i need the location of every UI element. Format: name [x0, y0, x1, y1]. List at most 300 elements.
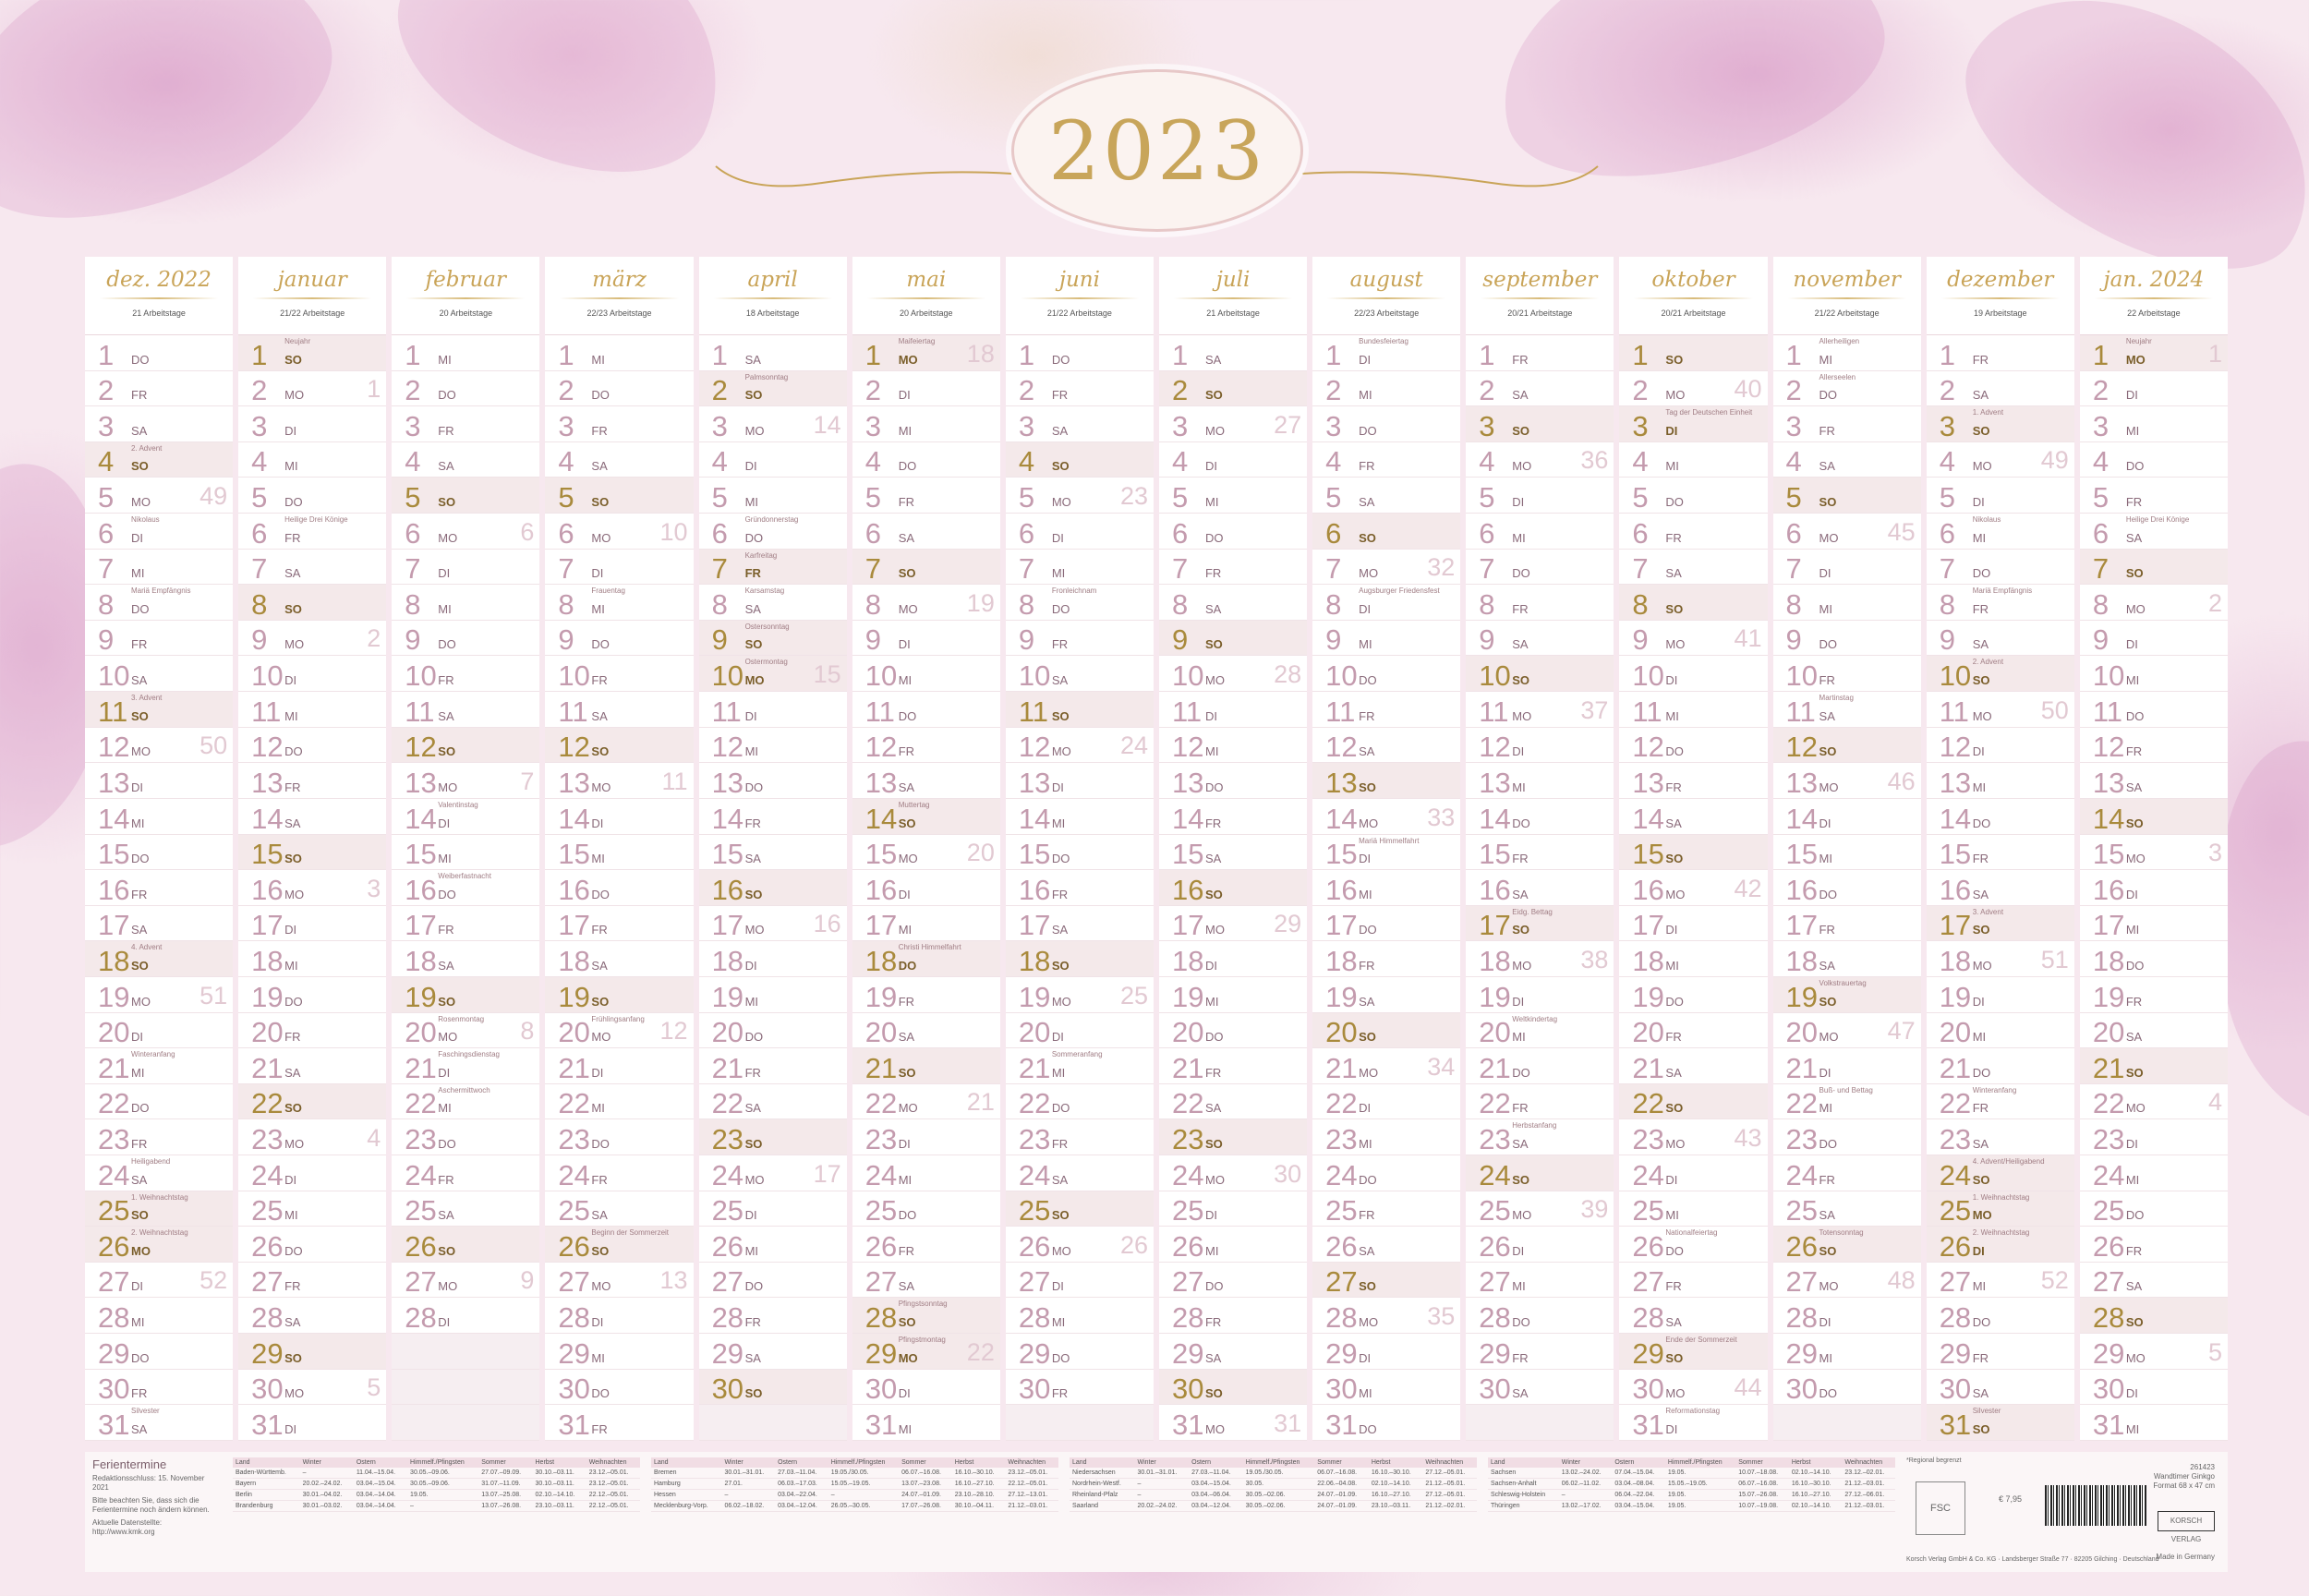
month-name: august [1349, 268, 1423, 292]
weekday: DO [438, 887, 456, 901]
weekday: MO [1512, 708, 1532, 723]
weekday: SA [1665, 1315, 1682, 1330]
weekday: FR [1204, 566, 1222, 581]
day-number: 27 [1325, 1265, 1358, 1299]
table-header: Winter [300, 1457, 354, 1468]
day-number: 19 [405, 980, 437, 1013]
day-row [1927, 1084, 2074, 1120]
holiday-label: Karsamstag [744, 586, 785, 596]
day-number: 14 [405, 802, 437, 835]
day-number: 5 [1018, 481, 1035, 514]
day-row [1312, 550, 1460, 586]
day-row [852, 1298, 1000, 1334]
day-number: 3 [405, 409, 421, 442]
table-header: Land [1488, 1457, 1559, 1468]
vacation-note: Bitte beachten Sie, dass sich die Ferientermine noch ändern können. [92, 1496, 210, 1514]
weekday: FR [131, 1137, 148, 1152]
table-header-row [651, 1457, 1058, 1468]
weekday: SO [131, 958, 149, 973]
table-cell: – [828, 1490, 899, 1501]
weekday: DI [438, 566, 451, 581]
weekday: MI [1972, 1279, 1987, 1294]
week-number: 48 [1887, 1266, 1916, 1295]
day-number: 20 [405, 1016, 437, 1049]
day-row [2080, 656, 2228, 692]
day-row [852, 656, 1000, 692]
weekday: SA [1972, 1137, 1989, 1152]
table-cell: 23.12.–05.01. [586, 1479, 640, 1490]
day-row [699, 621, 847, 657]
table-cell: 27.01. [721, 1479, 775, 1490]
week-number: 25 [1119, 981, 1148, 1010]
day-number: 15 [864, 838, 898, 871]
fsc-logo: FSC [1916, 1481, 1965, 1535]
day-row [1773, 1155, 1921, 1191]
holiday-label: 1. Advent [1972, 408, 2004, 417]
day-row [1773, 941, 1921, 977]
day-number: 30 [1939, 1372, 1972, 1406]
day-number: 29 [98, 1336, 130, 1370]
weekday: MO [2125, 1350, 2146, 1365]
weekday: MO [131, 994, 151, 1009]
weekday: MI [1819, 601, 1832, 616]
day-row [392, 1191, 539, 1227]
table-cell: 06.07.–16.08. [1735, 1479, 1789, 1490]
day-number: 29 [864, 1336, 898, 1370]
weekday: SO [1359, 530, 1376, 545]
day-row [1006, 1370, 1154, 1406]
table-row [1488, 1479, 1895, 1490]
day-number: 2 [1171, 374, 1189, 407]
day-number: 21 [2092, 1051, 2125, 1084]
day-number: 12 [1632, 731, 1664, 764]
weekday: FR [2125, 495, 2143, 510]
day-row [545, 406, 693, 442]
table-cell: 27.03.–11.04. [1189, 1468, 1243, 1479]
table-row [651, 1479, 1058, 1490]
day-row [1927, 478, 2074, 514]
weekday: SA [2125, 780, 2143, 794]
day-row [2080, 1227, 2228, 1263]
week-number: 21 [966, 1088, 995, 1117]
week-number: 5 [367, 1373, 381, 1402]
weekday: MO [438, 530, 458, 545]
day-number: 20 [1939, 1016, 1972, 1049]
day-row [238, 585, 386, 621]
table-header: Ostern [775, 1457, 828, 1468]
table-row [1488, 1490, 1895, 1501]
day-row [852, 1084, 1000, 1120]
table-cell: 13.07.–26.08. [478, 1501, 532, 1512]
day-row [238, 1155, 386, 1191]
weekday: MO [1051, 495, 1071, 510]
month-name: oktober [1651, 268, 1735, 292]
day-number: 5 [711, 481, 728, 514]
weekday: SA [438, 1208, 454, 1223]
month-column [1006, 257, 1154, 1441]
weekday: MO [131, 1243, 151, 1258]
day-number: 27 [711, 1265, 744, 1299]
day-number: 2 [1785, 374, 1802, 407]
weekday: SA [744, 352, 761, 367]
day-list [85, 335, 233, 1441]
day-row [852, 442, 1000, 478]
day-number: 28 [98, 1301, 130, 1335]
weekday: SA [744, 1101, 761, 1116]
day-number: 26 [2092, 1229, 2125, 1263]
day-row [85, 478, 233, 514]
weekday: MO [1359, 566, 1379, 581]
weekday: MI [1665, 1208, 1679, 1223]
day-number: 28 [405, 1301, 437, 1335]
weekday: SA [898, 530, 915, 545]
table-cell: 03.04.–12.04. [1189, 1501, 1243, 1512]
week-number: 2 [2207, 588, 2222, 617]
day-row [699, 870, 847, 906]
day-row [1159, 1334, 1307, 1370]
month-header [392, 257, 539, 335]
day-number: 6 [1325, 516, 1342, 550]
table-cell: Rheinland-Pfalz [1070, 1490, 1135, 1501]
day-row [545, 550, 693, 586]
day-row [2080, 371, 2228, 407]
day-number: 7 [864, 552, 881, 586]
day-number: 20 [1325, 1016, 1358, 1049]
day-number: 13 [1939, 766, 1972, 799]
day-row [1006, 1155, 1154, 1191]
weekday: SO [284, 1350, 302, 1365]
day-number: 22 [2092, 1087, 2125, 1120]
weekday: MO [1204, 1172, 1225, 1187]
day-row [1773, 1227, 1921, 1263]
weekday: MI [1051, 1315, 1066, 1330]
day-number: 26 [251, 1229, 284, 1263]
day-number: 1 [1939, 338, 1955, 371]
day-number: 11 [1325, 695, 1356, 728]
holiday-label: Muttertag [898, 800, 930, 809]
day-number: 10 [2092, 659, 2125, 693]
day-row [1159, 442, 1307, 478]
weekday: SA [744, 601, 761, 616]
product-format: Format 68 x 47 cm [2153, 1481, 2215, 1490]
day-row [1927, 1370, 2074, 1406]
table-cell: 02.10.–14.10. [533, 1490, 586, 1501]
day-row [1773, 442, 1921, 478]
day-number: 16 [1939, 873, 1972, 906]
weekday: DI [1359, 1101, 1372, 1116]
day-number: 2 [558, 374, 574, 407]
day-number: 2 [1018, 374, 1035, 407]
day-number: 23 [1632, 1123, 1664, 1156]
month-name: november [1793, 268, 1901, 292]
holiday-label: Mariä Himmelfahrt [1359, 836, 1420, 845]
day-number: 28 [1325, 1301, 1358, 1335]
day-number: 8 [405, 587, 421, 621]
day-number: 24 [1939, 1158, 1972, 1191]
table-cell: Thüringen [1488, 1501, 1559, 1512]
day-list [1006, 335, 1154, 1441]
day-number: 12 [98, 731, 130, 764]
weekday: SO [744, 1137, 763, 1152]
weekday: MI [1051, 566, 1066, 581]
weekday: MI [1359, 637, 1372, 652]
day-row [1159, 870, 1307, 906]
day-row [1006, 870, 1154, 906]
day-number: 27 [558, 1265, 590, 1299]
day-row [2080, 442, 2228, 478]
day-number: 27 [864, 1265, 898, 1299]
weekday: FR [1051, 637, 1069, 652]
day-number: 7 [558, 552, 574, 586]
day-number: 9 [1018, 623, 1035, 657]
weekday: MI [1819, 1350, 1832, 1365]
month-header [852, 257, 1000, 335]
day-row [1927, 1405, 2074, 1441]
day-row [2080, 1191, 2228, 1227]
day-row [2080, 478, 2228, 514]
weekday: FR [1972, 1101, 1989, 1116]
day-number: 19 [2092, 980, 2125, 1013]
day-number: 27 [1171, 1265, 1204, 1299]
weekday: SA [1972, 887, 1989, 901]
month-column [1159, 257, 1307, 1441]
publisher-address: Korsch Verlag GmbH & Co. KG · Landsberger Straße 77 · 82205 Gilching · Deutschland [1906, 1556, 2159, 1563]
month-column [699, 257, 847, 1441]
day-number: 20 [864, 1016, 898, 1049]
day-row [1006, 335, 1154, 371]
day-number: 28 [251, 1301, 284, 1335]
day-row [2080, 1370, 2228, 1406]
table-header: Herbst [1369, 1457, 1423, 1468]
workdays: 20 Arbeitstage [439, 308, 493, 318]
day-row [1312, 906, 1460, 942]
day-row [545, 1155, 693, 1191]
day-row [699, 406, 847, 442]
weekday: MO [591, 530, 611, 545]
day-number: 14 [1632, 802, 1664, 835]
day-number: 9 [1479, 623, 1495, 657]
weekday: SO [438, 744, 456, 759]
day-row [2080, 335, 2228, 371]
day-number: 18 [711, 944, 744, 977]
holiday-label: Faschingsdienstag [438, 1050, 500, 1059]
day-number: 20 [558, 1016, 590, 1049]
table-cell: 03.04.–14.04. [354, 1490, 407, 1501]
table-cell: 27.12.–13.01. [1005, 1490, 1058, 1501]
day-row [1006, 977, 1154, 1013]
day-number: 25 [1939, 1194, 1972, 1227]
table-header: Land [233, 1457, 300, 1468]
weekday: DI [1204, 708, 1217, 723]
day-row [1619, 870, 1767, 906]
table-cell: 16.10.–30.10. [1369, 1468, 1423, 1479]
day-number: 15 [1171, 838, 1204, 871]
day-number: 3 [1171, 409, 1189, 442]
weekday: SA [1819, 459, 1835, 474]
table-cell: Nordrhein-Westf. [1070, 1479, 1135, 1490]
day-number: 28 [558, 1301, 590, 1335]
weekday: MO [1819, 780, 1839, 794]
weekday: MO [284, 1386, 305, 1401]
weekday: SA [591, 708, 608, 723]
day-row [1159, 1119, 1307, 1155]
weekday: MI [2125, 1421, 2140, 1436]
day-number: 11 [558, 695, 588, 728]
day-number: 18 [1785, 944, 1819, 977]
day-number: 24 [98, 1158, 130, 1191]
day-number: 13 [1325, 766, 1358, 799]
workdays: 20 Arbeitstage [900, 308, 953, 318]
day-row [392, 1298, 539, 1334]
weekday: SA [2125, 1279, 2143, 1294]
table-cell: 27.03.–11.04. [775, 1468, 828, 1479]
day-number: 26 [1632, 1229, 1664, 1263]
day-number: 15 [251, 838, 284, 871]
day-row [238, 514, 386, 550]
day-number: 3 [1325, 409, 1342, 442]
day-number: 26 [558, 1229, 590, 1263]
weekday: SO [1665, 1350, 1684, 1365]
day-row [1773, 906, 1921, 942]
day-list [1927, 335, 2074, 1441]
day-row [1159, 1013, 1307, 1049]
day-number: 13 [558, 766, 590, 799]
month-column [1619, 257, 1767, 1441]
day-number: 22 [98, 1087, 130, 1120]
week-number: 19 [966, 588, 995, 617]
weekday: DO [1512, 816, 1530, 830]
holiday-label: 2. Advent [1972, 658, 2004, 667]
day-row [238, 550, 386, 586]
day-number: 15 [1785, 838, 1819, 871]
table-row [1488, 1501, 1895, 1512]
weekday: SO [1359, 1030, 1376, 1045]
table-cell: 11.04.–15.04. [354, 1468, 407, 1479]
holiday-label: Rosenmontag [438, 1014, 485, 1023]
weekday: SA [1512, 1137, 1529, 1152]
weekday: MI [898, 423, 913, 438]
day-number: 6 [711, 516, 728, 550]
holiday-label: Beginn der Sommerzeit [591, 1228, 670, 1238]
weekday: SO [1665, 601, 1684, 616]
weekday: MO [591, 1279, 611, 1294]
day-number: 4 [2092, 445, 2110, 478]
day-row [1006, 728, 1154, 764]
holiday-label: Frühlingsanfang [591, 1014, 645, 1023]
weekday: SO [1819, 495, 1837, 510]
table-cell: 30.01.–03.02. [300, 1501, 354, 1512]
weekday: MI [1359, 1137, 1372, 1152]
weekday: DO [284, 1243, 303, 1258]
weekday: FR [591, 923, 608, 937]
day-row [1466, 906, 1614, 942]
day-row [1773, 514, 1921, 550]
day-number: 3 [1018, 409, 1035, 442]
weekday: MI [1512, 780, 1526, 794]
table-header: Himmelf./Pfingsten [407, 1457, 478, 1468]
table-cell: 23.12.–05.01. [586, 1468, 640, 1479]
day-number: 18 [1479, 944, 1511, 977]
day-row [1773, 835, 1921, 871]
workdays: 21/22 Arbeitstage [1814, 308, 1880, 318]
table-header: Himmelf./Pfingsten [1665, 1457, 1735, 1468]
weekday: DI [131, 530, 143, 545]
day-row [1159, 1191, 1307, 1227]
weekday: DO [1665, 744, 1684, 759]
weekday: SO [898, 816, 916, 830]
weekday: DO [898, 459, 917, 474]
day-number: 1 [98, 338, 115, 371]
week-number: 8 [520, 1017, 535, 1046]
day-row [1159, 1084, 1307, 1120]
day-row [1619, 1013, 1767, 1049]
day-number: 19 [251, 980, 284, 1013]
day-row [1927, 1334, 2074, 1370]
day-number: 21 [558, 1051, 590, 1084]
weekday: FR [1359, 958, 1375, 973]
table-cell: 20.02.–24.02. [1135, 1501, 1190, 1512]
weekday: DO [1819, 1386, 1838, 1401]
day-number: 31 [1632, 1408, 1664, 1441]
month-name: jan. 2024 [2103, 268, 2205, 292]
day-list [392, 335, 539, 1441]
weekday: SO [1819, 744, 1837, 759]
day-number: 11 [711, 695, 742, 728]
regional-note: *Regional begrenzt [1906, 1457, 1962, 1464]
day-number: 9 [405, 623, 421, 657]
weekday: SO [591, 1243, 610, 1258]
day-list [1466, 335, 1614, 1441]
weekday: FR [1819, 423, 1835, 438]
weekday: MO [898, 601, 918, 616]
table-cell: 22.06.–04.08. [1314, 1479, 1369, 1490]
table-cell: 30.05.–02.06. [1243, 1490, 1315, 1501]
day-number: 23 [864, 1123, 898, 1156]
weekday: MI [1819, 1101, 1832, 1116]
weekday: SO [1512, 673, 1530, 688]
day-number: 29 [1939, 1336, 1972, 1370]
day-row [1006, 1191, 1154, 1227]
day-row [1773, 1263, 1921, 1299]
month-header [1773, 257, 1921, 335]
weekday: SO [284, 1101, 302, 1116]
day-row [852, 550, 1000, 586]
weekday: FR [1819, 1172, 1835, 1187]
day-number: 17 [711, 909, 744, 942]
weekday: FR [1051, 887, 1069, 901]
day-row [852, 1227, 1000, 1263]
holiday-label: Buß- und Bettag [1819, 1085, 1873, 1094]
week-number: 30 [1274, 1159, 1302, 1188]
day-number: 30 [711, 1372, 744, 1406]
holiday-label: 1. Weihnachtstag [1972, 1192, 2030, 1202]
table-cell: 13.07.–23.08. [899, 1479, 952, 1490]
table-row [651, 1468, 1058, 1479]
weekday: MO [1051, 1243, 1071, 1258]
day-number: 15 [1018, 838, 1051, 871]
weekday: SO [2125, 566, 2144, 581]
day-row [1927, 621, 2074, 657]
weekday: MO [438, 1030, 458, 1045]
day-row [1006, 1227, 1154, 1263]
holiday-label: 2. Advent [131, 443, 163, 453]
workdays: 21 Arbeitstage [132, 308, 186, 318]
table-header: Ostern [354, 1457, 407, 1468]
month-header [699, 257, 847, 335]
workdays: 19 Arbeitstage [1973, 308, 2027, 318]
month-name: juli [1215, 268, 1251, 292]
table-cell: 06.02.–11.02. [1559, 1479, 1613, 1490]
